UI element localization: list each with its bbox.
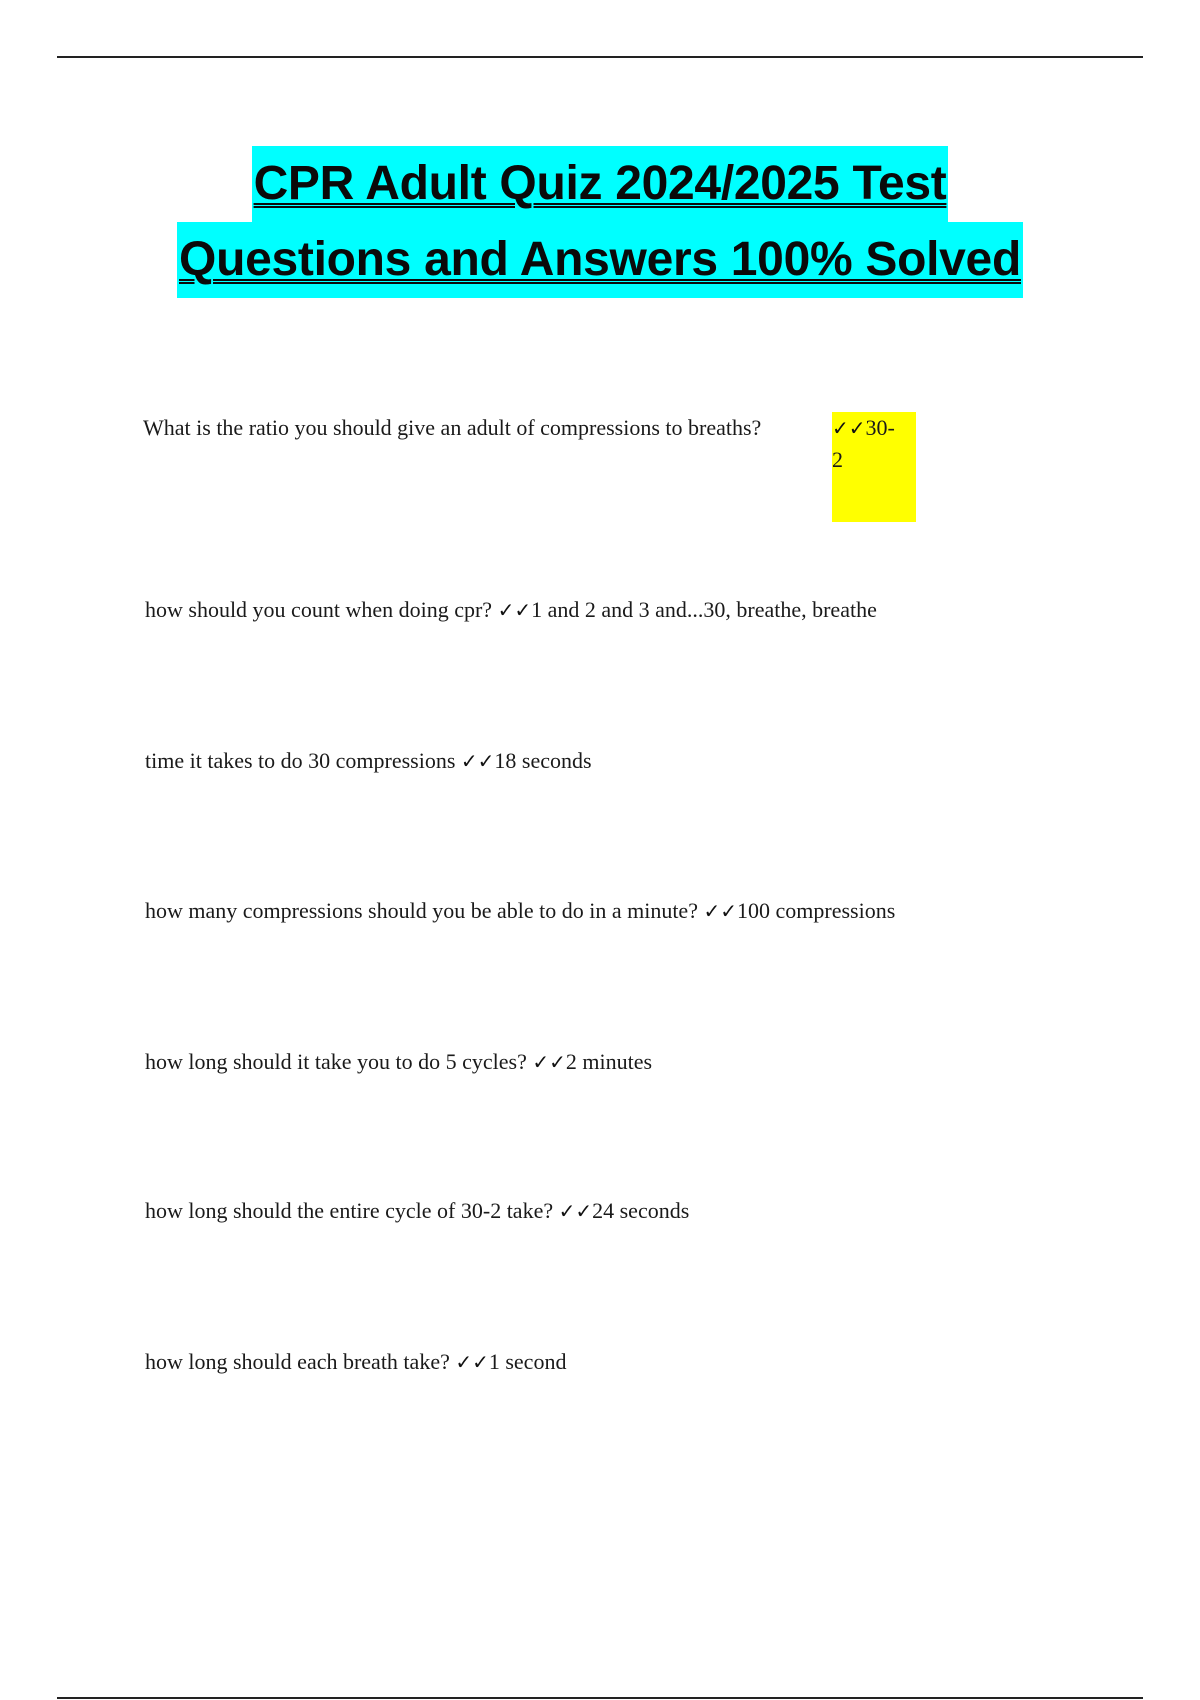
- double-check-icon: ✓✓: [455, 1350, 489, 1374]
- question-5: [145, 1046, 652, 1078]
- question-text: how long should the entire cycle of 30-2 take?: [145, 1198, 554, 1223]
- question-text: how long should it take you to do 5 cycles?: [145, 1049, 527, 1074]
- question-6: [145, 1195, 689, 1227]
- answer-text: 100 compressions: [736, 898, 896, 923]
- answer-line-2: 2: [832, 447, 843, 472]
- question-text: how should you count when doing cpr?: [145, 597, 493, 622]
- double-check-icon: ✓✓: [703, 899, 737, 923]
- document-title: [0, 146, 1200, 298]
- answer-text: 24 seconds: [592, 1198, 690, 1223]
- double-check-icon: ✓✓: [532, 1050, 566, 1074]
- answer-text: 30-: [865, 415, 895, 440]
- question-2: [145, 594, 877, 626]
- question-3: [145, 745, 592, 777]
- answer-text: 1 second: [488, 1349, 567, 1374]
- double-check-icon: ✓✓: [497, 598, 532, 622]
- question-7: [145, 1346, 566, 1378]
- bottom-rule: [57, 1697, 1143, 1699]
- double-check-icon: ✓✓: [460, 749, 495, 773]
- question-text: how many compressions should you be able to do in a minute?: [145, 898, 698, 923]
- answer-text: 18 seconds: [494, 748, 592, 773]
- question-text: time it takes to do 30 compressions: [145, 748, 456, 773]
- title-line-2: Questions and Answers 100% Solved: [177, 222, 1023, 298]
- double-check-icon: ✓✓: [558, 1199, 593, 1223]
- answer-1-highlight: [832, 412, 916, 522]
- question-text: What is the ratio you should give an adult of compressions to breaths?: [143, 415, 762, 440]
- title-line-1: CPR Adult Quiz 2024/2025 Test: [252, 146, 949, 222]
- top-rule: [57, 56, 1143, 58]
- double-check-icon: ✓✓: [832, 416, 866, 440]
- question-4: [145, 895, 895, 927]
- answer-line-1: [832, 412, 916, 444]
- answer-text: 1 and 2 and 3 and...30, breathe, breathe: [531, 597, 877, 622]
- question-1: [143, 412, 761, 444]
- question-text: how long should each breath take?: [145, 1349, 450, 1374]
- answer-text: 2 minutes: [565, 1049, 653, 1074]
